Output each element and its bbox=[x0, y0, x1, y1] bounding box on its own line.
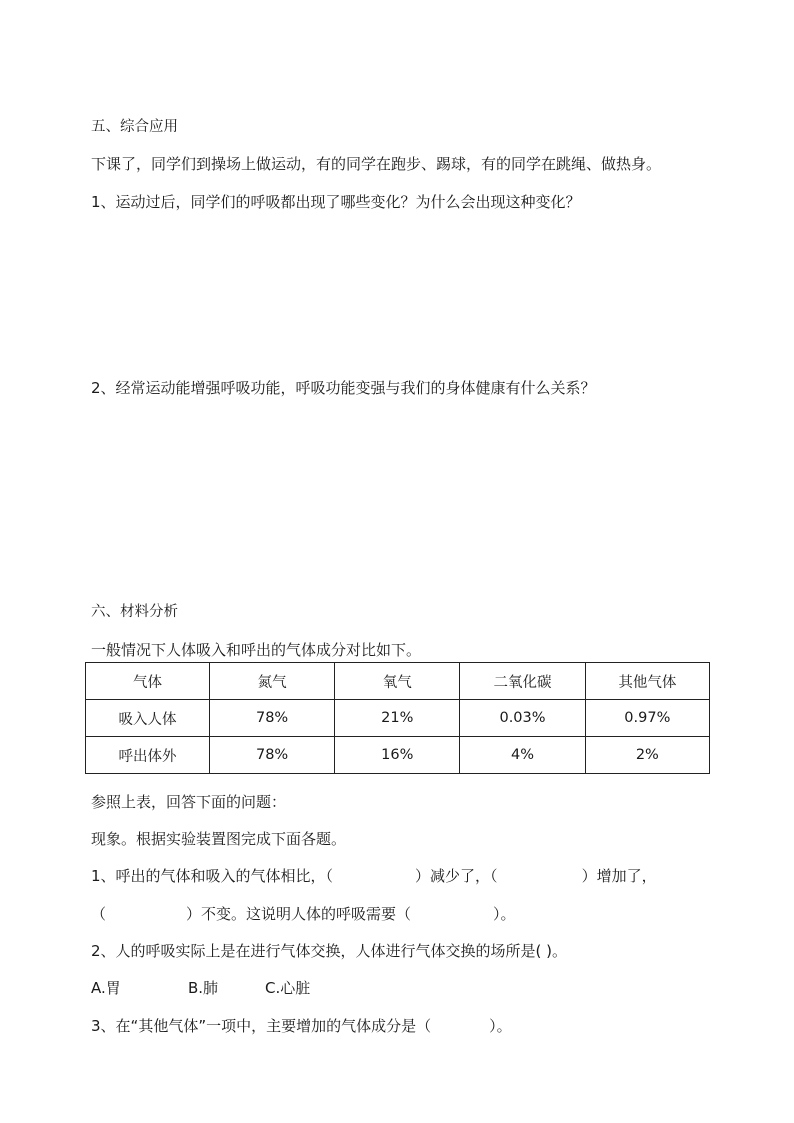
question-text: ）。 bbox=[489, 1017, 512, 1035]
material-question-1-line-2 bbox=[91, 904, 516, 924]
gas-composition-table bbox=[85, 662, 710, 774]
table-header-cell: 气体 bbox=[86, 663, 210, 700]
section-five-question-1: 1、运动过后，同学们的呼吸都出现了哪些变化？为什么会出现这种变化？ bbox=[91, 193, 581, 211]
table-cell: 16% bbox=[335, 737, 460, 774]
table-cell: 21% bbox=[335, 700, 460, 737]
section-five-intro: 下课了，同学们到操场上做运动，有的同学在跑步、踢球，有的同学在跳绳、做热身。 bbox=[91, 155, 662, 173]
material-question-2: 2、人的呼吸实际上是在进行气体交换，人体进行气体交换的场所是( )。 bbox=[91, 942, 568, 960]
question-text: （ bbox=[91, 905, 107, 923]
section-five-heading: 五、综合应用 bbox=[91, 119, 178, 135]
table-header-cell: 氧气 bbox=[335, 663, 460, 700]
table-row bbox=[86, 700, 710, 737]
table-cell: 吸入人体 bbox=[86, 700, 210, 737]
table-cell: 4% bbox=[460, 737, 585, 774]
table-cell: 78% bbox=[210, 737, 335, 774]
section-six-heading: 六、材料分析 bbox=[91, 604, 178, 620]
section-six-intro: 一般情况下人体吸入和呼出的气体成分对比如下。 bbox=[91, 641, 422, 659]
option-b[interactable]: B.肺 bbox=[188, 979, 219, 997]
experiment-note: 现象。根据实验装置图完成下面各题。 bbox=[91, 830, 347, 848]
table-instruction: 参照上表，回答下面的问题： bbox=[91, 793, 287, 811]
section-five-question-2: 2、经常运动能增强呼吸功能，呼吸功能变强与我们的身体健康有什么关系？ bbox=[91, 379, 596, 397]
table-header-row bbox=[86, 663, 710, 700]
table-header-cell: 其他气体 bbox=[585, 663, 709, 700]
question-text: 1、呼出的气体和吸入的气体相比，（ bbox=[91, 867, 334, 885]
table-cell: 呼出体外 bbox=[86, 737, 210, 774]
option-c[interactable]: C.心脏 bbox=[265, 979, 311, 997]
table-cell: 78% bbox=[210, 700, 335, 737]
table-cell: 0.03% bbox=[460, 700, 585, 737]
option-a[interactable]: A.胃 bbox=[91, 979, 121, 997]
material-question-3 bbox=[91, 1016, 512, 1036]
material-question-1-line-1 bbox=[91, 866, 657, 886]
question-text: 3、在“其他气体”一项中，主要增加的气体成分是（ bbox=[91, 1017, 432, 1035]
table-header-cell: 二氧化碳 bbox=[460, 663, 585, 700]
table-header-cell: 氮气 bbox=[210, 663, 335, 700]
material-question-2-options bbox=[91, 978, 310, 998]
question-text: ）不变。这说明人体的呼吸需要（ bbox=[186, 905, 412, 923]
table-row bbox=[86, 737, 710, 774]
question-text: ）减少了，（ bbox=[415, 867, 498, 885]
table-cell: 2% bbox=[585, 737, 709, 774]
table-cell: 0.97% bbox=[585, 700, 709, 737]
question-text: ）。 bbox=[493, 905, 516, 923]
question-text: ）增加了， bbox=[581, 867, 657, 885]
